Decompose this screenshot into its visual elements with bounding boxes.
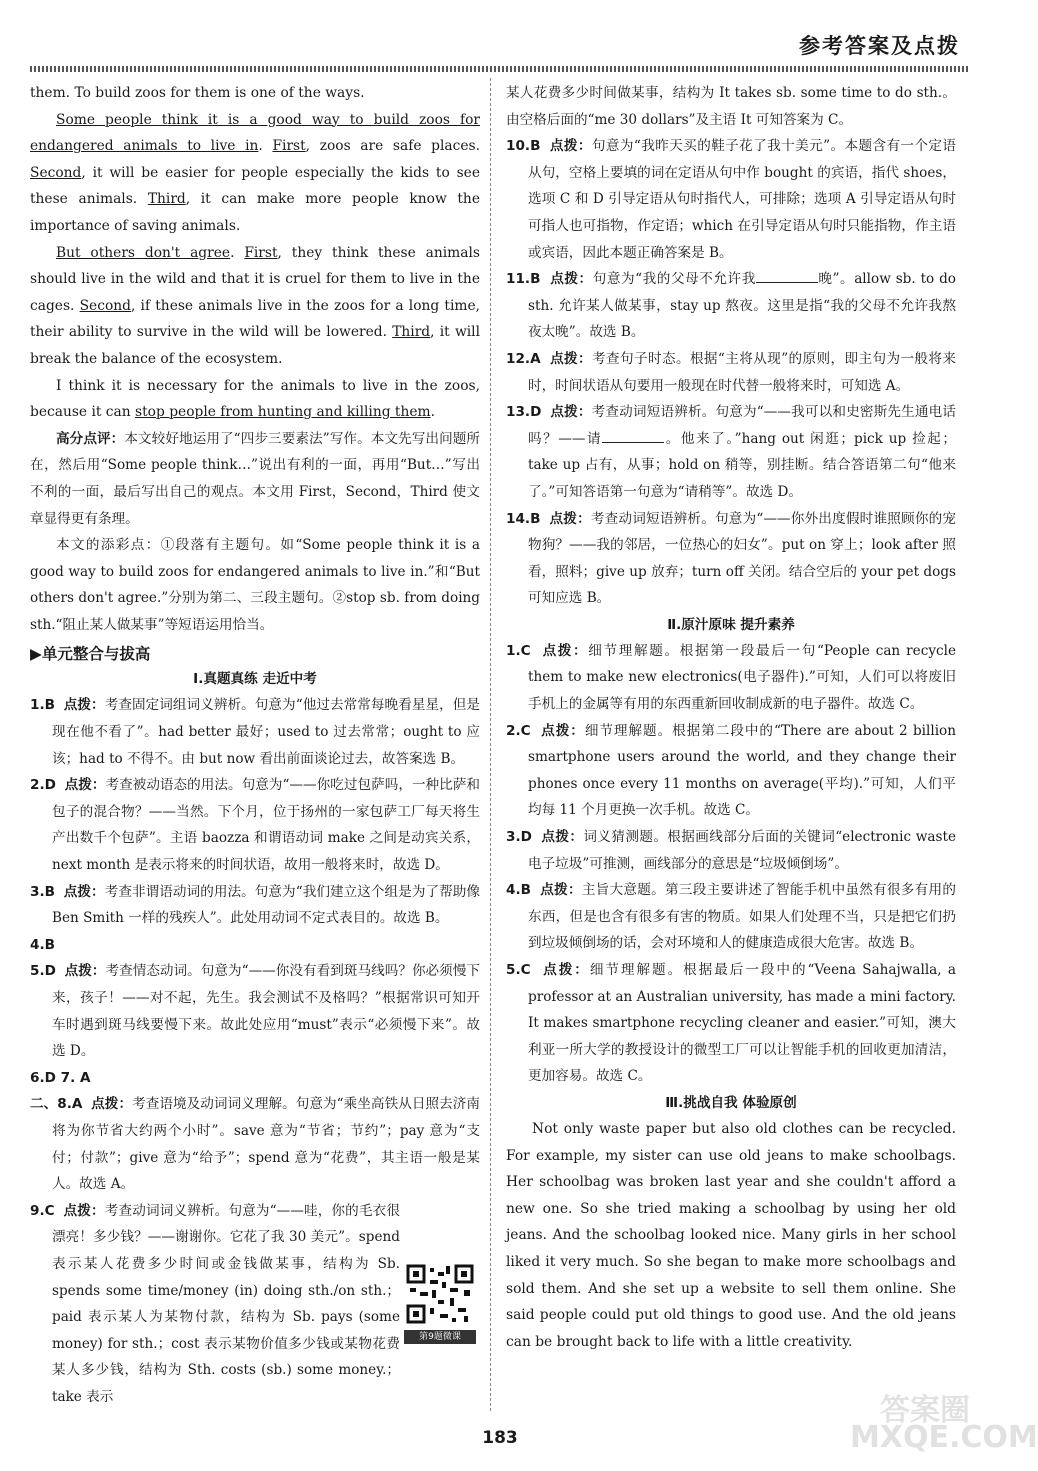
item-number: 1. xyxy=(30,697,45,714)
item-number: 13. xyxy=(506,404,531,421)
comment-text: 本文较好地运用了“四步三要素法”写作。本文先写出问题所在，然后用“Some people think…”说出有利的一面，再用“But…”写出不利的一面，最后写出自己的观点。本文用 First，Second，Third 使文章显得更有条理。 xyxy=(30,430,480,527)
watermark-site: MXQE.COM xyxy=(850,1420,1038,1455)
item-answer: B xyxy=(530,138,541,155)
list-item xyxy=(30,692,480,772)
part2-title: Ⅱ.原汁原味 提升素养 xyxy=(667,616,795,633)
part1-title: Ⅰ.真题真练 走近中考 xyxy=(193,671,317,688)
item-text: 考查被动语态的用法。句意为“——你吃过包萨吗，一种比萨和包子的混合物？——当然。下个月，位于扬州的一家包萨工厂每天将生产出数千个包萨”。主语 baozza 和谓语动词 make 之间是动宾关系，next month 是表示将来的时间状语，故用一般将来时，故选 D。 xyxy=(52,777,480,874)
item-label: 点拨： xyxy=(549,138,592,155)
list-item xyxy=(506,506,956,612)
item-answer: B xyxy=(520,882,531,899)
page-number: 183 xyxy=(482,1428,518,1448)
item-text: 晚”。allow sb. to do sth. 允许某人做某事，stay up 熬夜。这里是指“我的父母不允许我熬夜太晚”。故选 B。 xyxy=(528,271,956,341)
header-rule xyxy=(30,66,970,72)
item-number: 14. xyxy=(506,510,531,527)
text: , it will break the balance of the ecosystem. xyxy=(30,324,480,367)
item-answer: D xyxy=(530,404,542,421)
list-item xyxy=(30,1091,480,1197)
item-text: 句意为“我昨天买的鞋子花了我十美元”。本题含有一个定语从句，空格上要填的词在定语从句中作 bought 的宾语，指代 shoes，选项 C 和 D 引导定语从句时指代人，可排除；选项 A 引导定语从句时可指人也可指物，作定语；which 在引导定语从句时只能指物，作主语或宾语，因此本题正确答案是 B。 xyxy=(528,138,957,261)
item-number: 10. xyxy=(506,138,531,155)
item-label: 点拨： xyxy=(541,722,585,739)
item-text: 细节理解题。根据第二段中的“There are about 2 billion smartphone users around the world, and they change their phones once every 11 months on average(平均).”可知，人们平均每 11 个月更换一次手机。故选 C。 xyxy=(528,722,956,819)
list-item xyxy=(30,932,480,959)
essay-line: them. To build zoos for them is one of the ways. xyxy=(30,85,365,101)
item-answer: A xyxy=(530,350,541,367)
item-text: 考查语境及动词词义理解。句意为“乘坐高铁从日照去济南将为你节省大约两个小时”。save 意为“节省；节约”；pay 意为“支付；付款”；give 意为“给予”；spend 意为“花费”，其主语一般是某人。故选 A。 xyxy=(52,1096,480,1193)
item-answer: B xyxy=(530,271,541,288)
item-text: 考查动词短语辨析。句意为“——你外出度假时谁照顾你的宠物狗？——我的邻居，一位热心的妇女”。put on 穿上；look after 照看，照料；give up 放弃；turn off 关闭。结合空后的 your pet dogs 可知应选 B。 xyxy=(528,510,956,607)
item-text: 考查非谓语动词的用法。句意为“我们建立这个组是为了帮助像 Ben Smith 一样的残疾人”。此处用动词不定式表目的。故选 B。 xyxy=(52,883,480,927)
header-title: 参考答案及点拨 xyxy=(799,34,960,58)
list-item xyxy=(506,824,956,877)
watermark-brand: 答案圈 xyxy=(880,1393,970,1428)
item-label: 点拨： xyxy=(63,697,105,714)
comment-2: 本文的添彩点：①段落有主题句。如“Some people think it is a good way to build zoos for endangered animals to live in.”和“But others don't agree.”分别为第二、三段主题句。②stop sb. from doing sth.“阻止某人做某事”等短语运用恰当。 xyxy=(30,537,480,633)
phrase: stop people from hunting and killing them xyxy=(135,404,431,421)
answer-blank xyxy=(602,428,664,443)
left-column xyxy=(30,80,480,1411)
item-label: 点拨： xyxy=(549,510,591,527)
item-number: 3. xyxy=(30,883,45,900)
qr-code[interactable] xyxy=(404,1262,476,1342)
list-item xyxy=(30,958,480,1064)
item-answer: B xyxy=(44,883,55,900)
item-label: 点拨： xyxy=(64,963,106,980)
comment-label: 高分点评： xyxy=(56,430,125,447)
essay-paragraph-2 xyxy=(30,107,480,240)
item-number: 1. xyxy=(506,642,521,659)
item-answer: D 7. A xyxy=(44,1069,91,1086)
connector: Second xyxy=(30,164,82,181)
item-number: 二、8. xyxy=(30,1096,72,1113)
text: . xyxy=(430,404,435,421)
text: I think it is necessary for the animals to live in the zoos, because it can xyxy=(30,377,480,421)
qr-code-icon xyxy=(404,1262,476,1326)
item-number: 2. xyxy=(30,777,45,794)
list-item xyxy=(506,638,956,718)
item-text: 考查动词词义辨析。句意为“——哇，你的毛衣很漂亮！多少钱？——谢谢你。它花了我 30 美元”。spend 表示某人花费多少时间或金钱做某事，结构为 Sb. spends some time/money (in) doing sth./on sth.；paid 表示某人为某物付款，结构为 Sb. pays (some money) for sth.；cost 表示某物价值多少钱或某物花费某人多少钱，结构为 Sth. costs (sb.) some money.；take 表示 xyxy=(52,1202,400,1405)
item-label: 点拨： xyxy=(541,829,584,846)
item-label: 点拨： xyxy=(540,882,582,899)
item-label: 点拨： xyxy=(63,883,105,900)
right-column xyxy=(506,80,956,1355)
list-item xyxy=(30,879,480,932)
item-number: 11. xyxy=(506,271,531,288)
connector: First xyxy=(272,138,306,155)
item-number: 5. xyxy=(506,962,521,978)
item-label: 点拨： xyxy=(543,962,590,978)
item-number: 4. xyxy=(30,936,45,953)
item-text: 细节理解题。根据最后一段中的“Veena Sahajwalla, a professor at an Australian university, has made a mini factory. It makes smartphone recycling cleaner and easier.”可知，澳大利亚一所大学的教授设计的微型工厂可以让智能手机的回收更加清洁，更加容易。故选 C。 xyxy=(528,962,956,1085)
item-number: 5. xyxy=(30,963,45,980)
text: . xyxy=(258,138,273,155)
text: , if these animals live in the zoos for a long time, their ability to survive in the wild will be lowered. xyxy=(30,297,480,341)
item-answer: C xyxy=(44,1202,55,1219)
text: , zoos are safe places. xyxy=(305,138,480,155)
list-item xyxy=(506,718,956,824)
item-number: 3. xyxy=(506,829,521,846)
item-answer: D xyxy=(520,829,532,846)
essay-paragraph-3 xyxy=(30,240,480,373)
connector: Second xyxy=(79,297,131,314)
essay-paragraph-4 xyxy=(30,373,480,426)
comment-1 xyxy=(30,426,480,532)
part3-title: Ⅲ.挑战自我 体验原创 xyxy=(665,1094,797,1111)
item-text: 。他来了。”hang out 闲逛；pick up 捡起；take up 占有，从事；hold on 稍等，别挂断。结合答语第二句“他来了。”可知答语第一句意为“请稍等”。故选 D。 xyxy=(528,430,956,500)
qr-caption: 第9题微课 xyxy=(404,1330,476,1344)
list-item xyxy=(30,772,480,878)
item-text: 考查情态动词。句意为“——你没有看到斑马线吗？你必须慢下来，孩子！——对不起，先生。我会测试不及格吗？”根据常识可知开车时遇到斑马线要慢下来。故此处应用“must”表示“必须慢下来”。故选 D。 xyxy=(52,963,480,1060)
item-label: 点拨： xyxy=(550,404,592,421)
item-text: 细节理解题。根据第一段最后一句“People can recycle them to make new electronics(电子器件).”可知，人们可以将废旧手机上的金属等有用的东西重新回收制成新的电子器件。故选 C。 xyxy=(528,642,957,713)
text: , it will be easier for people especially the kids to see these animals. xyxy=(30,164,480,208)
section-title-text: 单元整合与拔高 xyxy=(41,645,151,664)
list-item xyxy=(506,266,956,346)
item-text: 考查动词短语辨析。句意为“——我可以和史密斯先生通电话吗？——请 xyxy=(528,404,956,447)
item-label: 点拨： xyxy=(550,271,593,288)
item-number: 6. xyxy=(30,1069,45,1086)
connector: Third xyxy=(392,324,431,341)
text: , it can make more people know the importance of saving animals. xyxy=(30,191,480,234)
item-label: 点拨： xyxy=(91,1096,133,1113)
item-answer: D xyxy=(44,963,56,980)
answer-blank xyxy=(756,268,818,283)
item-label: 点拨： xyxy=(542,642,589,659)
item-text: 主旨大意题。第三段主要讲述了智能手机中虽然有很多有用的东西，但是也含有很多有害的物质。如果人们处理不当，只是把它们扔到垃圾倾倒场的话，会对环境和人的健康造成很大危害。故选 B。 xyxy=(528,882,956,952)
item-9-continued: 某人花费多少时间做某事，结构为 It takes sb. some time to do sth.。由空格后面的“me 30 dollars”及主语 It 可知答案为 C。 xyxy=(506,85,956,128)
list-item xyxy=(506,957,956,1090)
column-divider xyxy=(490,78,491,1411)
item-text: 考查固定词组词义辨析。句意为“他过去常常每晚看星星，但是现在他不看了”。had better 最好；used to 过去常常；ought to 应该；had to 不得不。由 but now 看出前面谈论过去，故答案选 B。 xyxy=(52,697,480,767)
connector: First xyxy=(244,244,278,261)
section-title: ▶单元整合与拔高 xyxy=(30,645,151,664)
list-item xyxy=(506,133,956,266)
item-text: 词义猜测题。根据画线部分后面的关键词“electronic waste 电子垃圾”可推测，画线部分的意思是“垃圾倾倒场”。 xyxy=(528,829,957,872)
item-label: 点拨： xyxy=(550,350,593,367)
list-item xyxy=(506,346,956,399)
list-item xyxy=(30,1065,480,1092)
item-label: 点拨： xyxy=(64,777,106,794)
item-number: 9. xyxy=(30,1202,45,1219)
item-number: 2. xyxy=(506,722,521,739)
item-text: 句意为“我的父母不允许我 xyxy=(592,271,756,288)
topic-sentence: But others don't agree xyxy=(56,244,231,261)
list-item xyxy=(506,399,956,505)
list-item xyxy=(506,877,956,957)
text: . xyxy=(230,244,245,261)
item-answer: D xyxy=(44,777,56,794)
model-essay: Not only waste paper but also old clothes can be recycled. For example, my sister can use old jeans to make schoolbags. Her schoolbag was broken last year and she couldn't afford a new one. So she tried making a schoolbag by using her old jeans. And the schoolbag looked nice. Many girls in her school liked it very much. So she began to make more schoolbags and sold them. And she set up a website to sell them online. She said people could put old things to good use. And the old jeans can be brought back to life with a little creativity. xyxy=(506,1120,956,1350)
text: , they think these animals should live in the wild and that it is cruel for them to live in the cages. xyxy=(30,244,480,314)
item-label: 点拨： xyxy=(63,1202,105,1219)
item-number: 12. xyxy=(506,350,531,367)
item-answer: B xyxy=(44,936,55,953)
topic-sentence: Some people think it is a good way to build zoos for endangered animals to live in xyxy=(30,111,480,155)
item-answer: C xyxy=(520,962,531,978)
item-answer: B xyxy=(530,510,541,527)
item-text: 考查句子时态。根据“主将从现”的原则，即主句为一般将来时，时间状语从句要用一般现在时代替一般将来时，可知选 A。 xyxy=(528,350,956,394)
connector: Third xyxy=(147,191,186,208)
item-answer: B xyxy=(44,697,55,714)
item-answer: C xyxy=(520,722,531,739)
item-answer: C xyxy=(520,642,531,659)
item-number: 4. xyxy=(506,882,521,899)
item-answer: A xyxy=(71,1096,83,1113)
